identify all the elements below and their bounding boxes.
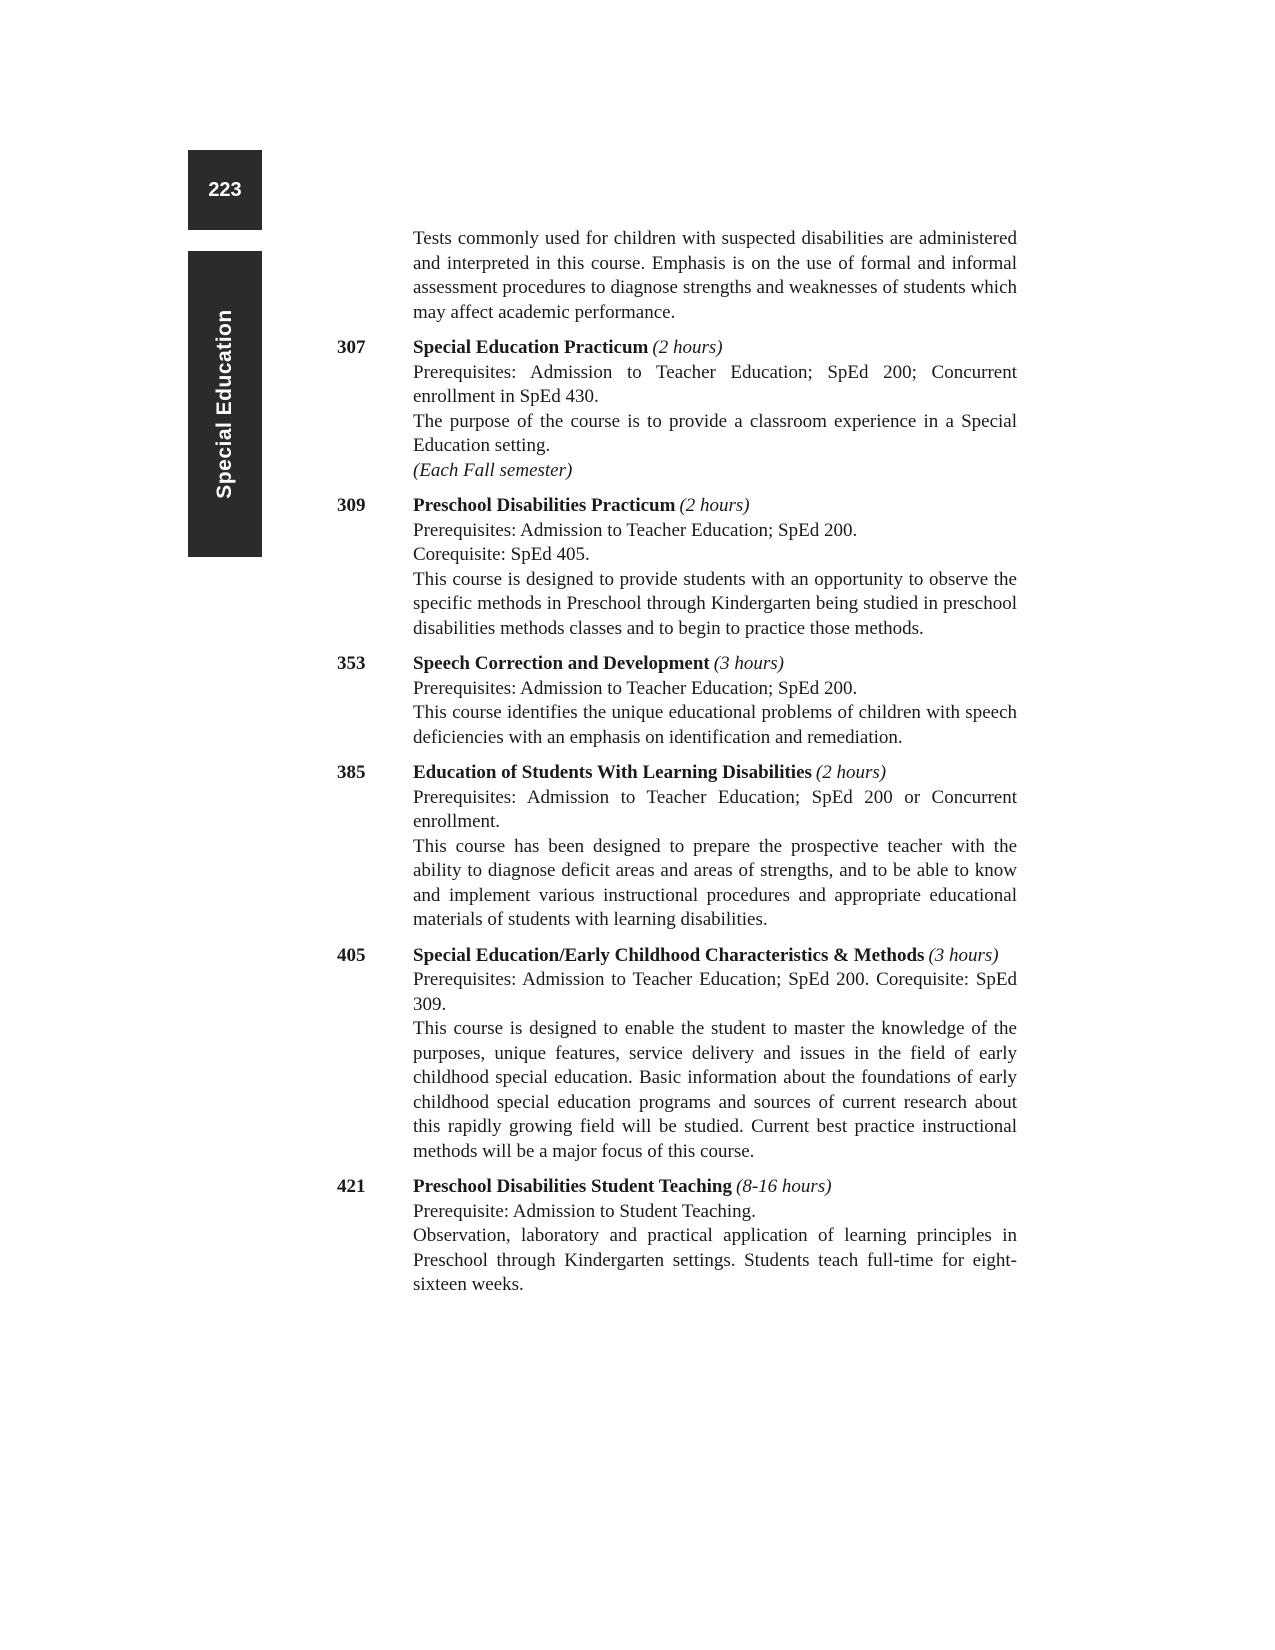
course-listing — [337, 227, 1017, 1298]
course-hours: (2 hours) — [679, 495, 750, 516]
course-body — [413, 944, 1017, 1165]
course-description: This course is designed to enable the student to master the knowledge of the purposes, unique features, service delivery and issues in the field of early childhood special education. Basic information about the foundations of early childhood special education programs and sources of current research about this rapidly growing field will be studied. Current best practice instructional methods will be a major focus of this course. — [413, 1018, 1017, 1162]
course-hours: (3 hours) — [928, 944, 999, 966]
course-body — [413, 494, 1017, 641]
course-entry — [337, 494, 1017, 641]
course-entry — [337, 761, 1017, 933]
course-title: Preschool Disabilities Student Teaching — [413, 1176, 733, 1197]
course-number: 353 — [337, 653, 366, 674]
course-number: 421 — [337, 1176, 366, 1197]
course-list — [337, 336, 1017, 1298]
section-title: Special Education — [213, 309, 236, 499]
course-corequisite: Corequisite: SpEd 405. — [413, 544, 590, 565]
course-title: Speech Correction and Development — [413, 653, 710, 674]
course-note: (Each Fall semester) — [413, 459, 573, 481]
course-description: This course identifies the unique educational problems of children with speech deficiencies with an emphasis on identification and remediation. — [413, 702, 1017, 748]
course-heading — [413, 761, 1017, 786]
course-body — [413, 761, 1017, 933]
course-hours: (2 hours) — [652, 337, 723, 358]
course-body — [413, 652, 1017, 750]
course-description: This course is designed to provide students with an opportunity to observe the specific methods in Preschool through Kindergarten being studied in preschool disabilities methods classes and to begin to practice those methods. — [413, 568, 1017, 639]
course-heading — [413, 494, 1017, 519]
page-number-tab — [188, 150, 262, 230]
course-heading — [413, 652, 1017, 677]
course-entry — [337, 652, 1017, 750]
course-hours: (8-16 hours) — [736, 1176, 832, 1197]
course-description: Observation, laboratory and practical application of learning principles in Preschool through Kindergarten settings. Students teach full-time for eight-sixteen weeks. — [413, 1225, 1017, 1295]
course-title: Preschool Disabilities Practicum — [413, 495, 676, 516]
intro-paragraph: Tests commonly used for children with suspected disabilities are administered and interpreted in this course. Emphasis is on the use of formal and informal assessment procedures to diagnose strengths and weaknesses of students which may affect academic performance. — [413, 228, 1017, 323]
course-number: 307 — [337, 337, 366, 358]
course-prerequisites: Prerequisites: Admission to Teacher Education; SpEd 200; Concurrent enrollment in SpEd 430. — [413, 361, 1017, 407]
course-entry — [337, 944, 1017, 1165]
section-tab — [188, 251, 262, 557]
course-prerequisites: Prerequisites: Admission to Teacher Education; SpEd 200. Corequisite: SpEd 309. — [413, 969, 1017, 1015]
course-title: Special Education/Early Childhood Characteristics & Methods — [413, 944, 925, 966]
course-description: The purpose of the course is to provide a classroom experience in a Special Education setting. — [413, 410, 1017, 456]
course-entry — [337, 336, 1017, 483]
course-body — [413, 336, 1017, 483]
course-body — [413, 1175, 1017, 1298]
course-title: Special Education Practicum — [413, 337, 649, 358]
course-number: 309 — [337, 495, 366, 516]
course-prerequisites: Prerequisites: Admission to Teacher Education; SpEd 200 or Concurrent enrollment. — [413, 786, 1017, 832]
course-hours: (3 hours) — [713, 653, 784, 674]
course-heading — [413, 336, 1017, 361]
course-prerequisites: Prerequisites: Admission to Teacher Education; SpEd 200. — [413, 519, 858, 541]
course-number: 405 — [337, 944, 366, 966]
page-number: 223 — [208, 178, 242, 201]
course-title: Education of Students With Learning Disabilities — [413, 762, 812, 783]
course-heading — [413, 1175, 1017, 1200]
course-description: This course has been designed to prepare the prospective teacher with the ability to diagnose deficit areas and areas of strengths, and to be able to know and implement various instructional procedures and appropriate educational materials of students with learning disabilities. — [413, 835, 1017, 930]
course-number: 385 — [337, 762, 366, 783]
course-heading — [413, 944, 1017, 969]
course-entry — [337, 1175, 1017, 1298]
course-prerequisites: Prerequisite: Admission to Student Teaching. — [413, 1200, 756, 1222]
course-prerequisites: Prerequisites: Admission to Teacher Education; SpEd 200. — [413, 677, 858, 699]
course-hours: (2 hours) — [815, 762, 887, 783]
